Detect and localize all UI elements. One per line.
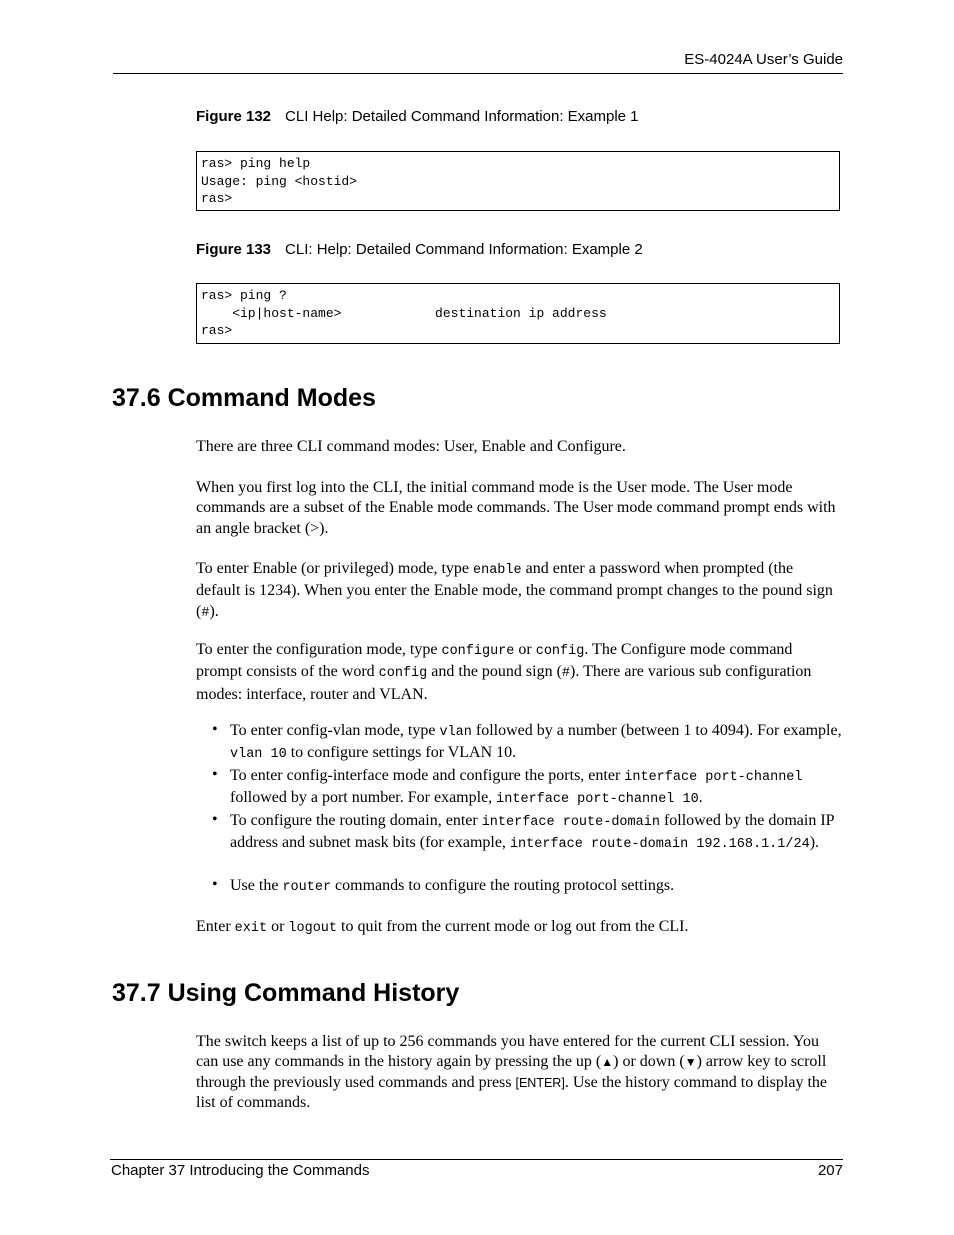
text: The switch keeps a list of up to 256 commands you have entered for the current CLI session. You can use any commands in the history again by pressing the up ( — [196, 1033, 819, 1071]
header-rule — [113, 73, 843, 74]
bullet-marker: • — [212, 766, 218, 783]
code-line: Usage: ping <hostid> — [201, 173, 358, 189]
inline-code: configure — [441, 644, 515, 659]
code-line: <ip|host-name> destination ip address — [201, 305, 607, 321]
page-number: 207 — [817, 1162, 843, 1179]
bullet-marker: • — [212, 721, 218, 738]
text: followed by a number (between 1 to 4094). For example, — [471, 722, 842, 739]
text: or — [267, 918, 289, 935]
bullet-marker: • — [212, 876, 218, 893]
inline-code: logout — [288, 921, 337, 936]
text: or — [514, 641, 536, 658]
inline-code: vlan 10 — [230, 747, 287, 763]
paragraph-history — [196, 1032, 841, 1114]
bullet-item — [230, 876, 842, 898]
bullet-item — [230, 766, 842, 811]
text: ). — [209, 602, 219, 620]
paragraph: When you first log into the CLI, the initial command mode is the User mode. The User mode commands are a subset of the Enable mode commands. The User mode command prompt ends with an angle bracket (>). — [196, 479, 836, 537]
figure-132-caption — [196, 108, 639, 125]
paragraph-enable-mode — [196, 559, 841, 624]
text: ). There are various sub configuration modes: interface, router and VLAN. — [196, 663, 812, 703]
inline-code: config — [378, 666, 428, 682]
text: and the pound sign ( — [427, 663, 562, 681]
figure-133-caption — [196, 241, 643, 258]
footer-rule — [110, 1159, 843, 1160]
inline-code: interface port-channel — [624, 770, 803, 785]
code-line: ras> ping ? — [201, 288, 287, 303]
running-header: ES-4024A User’s Guide — [684, 51, 843, 68]
section-heading-command-modes: 37.6 Command Modes — [112, 384, 376, 412]
text: To configure the routing domain, enter — [230, 812, 482, 829]
text: ) arrow key to scroll through the previously used commands and press — [196, 1053, 827, 1091]
text: To enter config-vlan mode, type — [230, 722, 440, 739]
text: commands to configure the routing protocol settings. — [331, 877, 675, 894]
inline-code: vlan — [439, 725, 472, 740]
paragraph: There are three CLI command modes: User, Enable and Configure. — [196, 438, 626, 455]
text: and enter a password when prompted (the default is 1234). When you enter the Enable mode, the command prompt changes to the pound sign ( — [196, 560, 833, 620]
inline-code: interface route-domain — [481, 815, 660, 830]
inline-code: router — [282, 880, 332, 895]
text: Use the — [230, 877, 283, 894]
text: Enter — [196, 918, 235, 935]
text: To enter Enable (or privileged) mode, type — [196, 560, 473, 577]
enter-key-label: [ENTER] — [515, 1075, 565, 1090]
code-line: ras> — [201, 323, 233, 338]
text: to configure settings for VLAN 10. — [286, 744, 517, 762]
figure-caption-text: CLI: Help: Detailed Command Information: Example 2 — [285, 241, 643, 258]
bullet-marker: • — [212, 811, 218, 828]
text: To enter config-interface mode and configure the ports, enter — [230, 767, 625, 784]
figure-caption-text: CLI Help: Detailed Command Information: Example 1 — [285, 108, 639, 125]
text: to quit from the current mode or log out from the CLI. — [337, 918, 689, 935]
paragraph-exit — [196, 917, 841, 939]
inline-code: # — [201, 605, 210, 621]
inline-code: interface route-domain 192.168.1.1/24 — [509, 837, 810, 853]
text: To enter the configuration mode, type — [196, 641, 442, 658]
text: followed by the domain IP address and subnet mask bits (for example, — [230, 812, 834, 852]
inline-code: config — [535, 644, 585, 659]
code-box-figure-132 — [196, 151, 840, 211]
section-heading-command-history: 37.7 Using Command History — [112, 979, 460, 1007]
footer-chapter: Chapter 37 Introducing the Commands — [111, 1162, 370, 1179]
code-box-figure-133 — [196, 283, 840, 344]
figure-label: Figure 133 — [196, 241, 272, 258]
code-line: ras> ping help — [201, 156, 311, 171]
inline-code: interface port-channel 10 — [496, 792, 699, 808]
inline-code: # — [561, 666, 571, 682]
text: . The Configure mode command prompt consists of the word — [196, 641, 793, 681]
inline-code: enable — [473, 563, 522, 578]
text: followed by a port number. For example, — [230, 789, 497, 807]
inline-code: exit — [234, 921, 268, 936]
text: ) or down ( — [613, 1053, 685, 1071]
text: . Use the history command to display the list of commands. — [196, 1073, 827, 1112]
down-arrow-icon: ▼ — [684, 1055, 697, 1070]
bullet-item — [230, 721, 842, 766]
paragraph-configure-mode — [196, 640, 841, 705]
text: . — [698, 789, 703, 807]
figure-label: Figure 132 — [196, 108, 272, 125]
code-line: ras> — [201, 191, 233, 206]
bullet-item — [230, 811, 842, 856]
up-arrow-icon: ▲ — [601, 1055, 614, 1070]
text: ). — [809, 834, 820, 852]
